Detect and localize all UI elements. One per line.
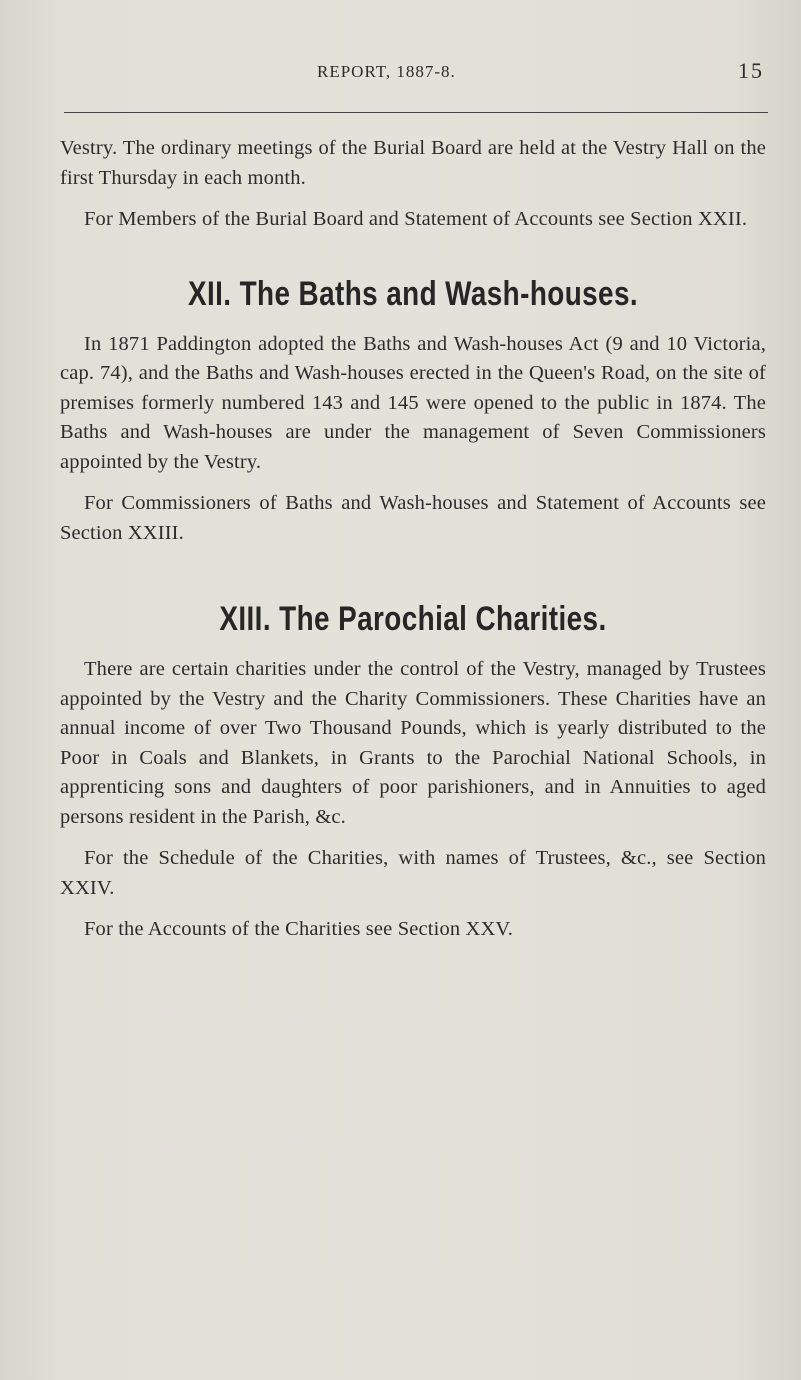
section-xiii-paragraph-2: For the Schedule of the Charities, with names of Trustees, &c., see Section XXIV. [60,847,766,899]
section-xiii-heading: XIII. The Parochial Charities. [219,600,607,638]
section-xii-paragraph-1: In 1871 Paddington adopted the Baths and Wash-houses Act (9 and 10 Victoria, cap. 74), and the Baths and Wash-houses erected in the Queen's Road, on the site of premises formerly numbered 143 and 145 were opened to the public in 1874. The Baths and Wash-houses are under the management of Seven Commissioners appointed by the Vestry. [60,332,766,473]
intro-paragraph-1: Vestry. The ordinary meetings of the Burial Board are held at the Vestry Hall on the first Thursday in each month. [60,137,766,189]
running-head [64,58,766,88]
header-rule [64,112,768,113]
section-xiii-paragraph-1: There are certain charities under the control of the Vestry, managed by Trustees appointed by the Vestry and the Charity Commissioners. These Charities have an annual income of over Two Thousand Pounds, which is yearly distributed to the Poor in Coals and Blankets, in Grants to the Parochial National Schools, in apprenticing sons and daughters of poor parishioners, and in Annuities to aged persons resident in the Parish, &c. [60,658,766,828]
page-number: 15 [738,58,764,83]
section-xii-paragraph-2: For Commissioners of Baths and Wash-houses and Statement of Accounts see Section XXIII. [60,492,766,544]
intro-paragraph-2: For Members of the Burial Board and Statement of Accounts see Section XXII. [84,208,748,230]
section-xiii-paragraph-3: For the Accounts of the Charities see Section XXV. [84,918,514,940]
section-xii-heading: XII. The Baths and Wash-houses. [187,274,639,313]
running-title: REPORT, 1887-8. [317,62,456,81]
page-body [60,134,766,945]
